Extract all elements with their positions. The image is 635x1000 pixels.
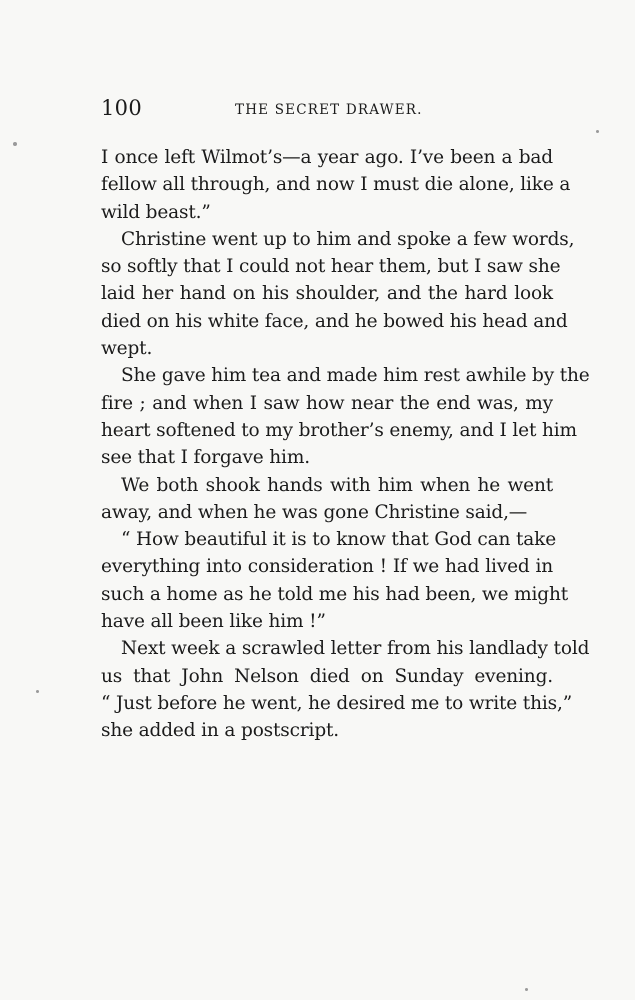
text-line: Christine went up to him and spoke a few words, xyxy=(121,228,575,250)
text-line: have all been like him !” xyxy=(101,611,326,633)
text-line: “ Just before he went, he desired me to write this,” xyxy=(101,692,573,714)
paper-speck xyxy=(596,130,599,133)
text-line: fire ; and when I saw how near the end was, my xyxy=(101,392,553,414)
text-line: us that John Nelson died on Sunday evening. xyxy=(101,665,553,687)
text-line: Next week a scrawled letter from his landlady told xyxy=(121,638,590,660)
text-line: wept. xyxy=(101,338,153,360)
paper-speck xyxy=(36,690,39,693)
text-line: heart softened to my brother’s enemy, and I let him xyxy=(101,419,577,441)
text-line: “ How beautiful it is to know that God can take xyxy=(121,529,557,551)
text-line: everything into consideration ! If we had lived in xyxy=(101,556,553,578)
text-line: I once left Wilmot’s—a year ago. I’ve been a bad xyxy=(101,147,553,168)
page-number: 100 xyxy=(101,96,142,120)
text-line: such a home as he told me his had been, we might xyxy=(101,583,569,605)
text-line: We both shook hands with him when he went xyxy=(121,474,553,496)
running-title: THE SECRET DRAWER. xyxy=(235,102,423,118)
paper-speck xyxy=(525,988,528,991)
text-line: wild beast.” xyxy=(101,201,211,223)
text-line: so softly that I could not hear them, but I saw she xyxy=(101,256,561,278)
text-line: died on his white face, and he bowed his head and xyxy=(101,310,568,332)
paper-speck xyxy=(13,142,17,146)
text-line: laid her hand on his shoulder, and the hard look xyxy=(101,283,553,305)
page-header xyxy=(101,96,553,126)
text-line: fellow all through, and now I must die alone, like a xyxy=(101,174,571,196)
text-line: see that I forgave him. xyxy=(101,447,310,469)
text-line: away, and when he was gone Christine said,— xyxy=(101,501,528,523)
text-line: she added in a postscript. xyxy=(101,720,340,742)
body-text xyxy=(101,144,590,745)
text-line: She gave him tea and made him rest awhile by the xyxy=(121,365,590,387)
